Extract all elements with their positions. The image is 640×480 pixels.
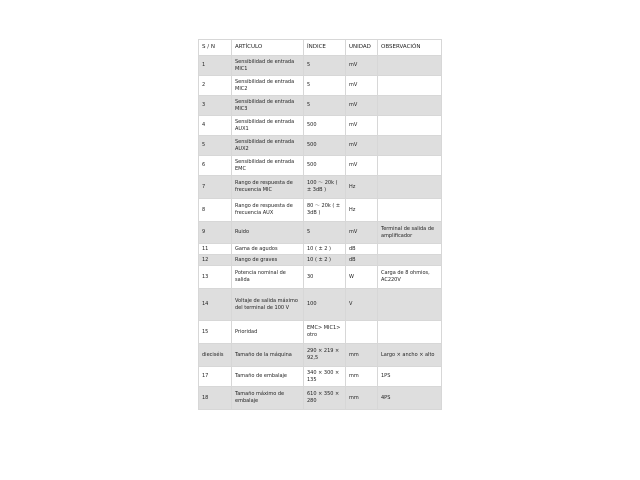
- cell-unidad: mm: [346, 387, 378, 410]
- cell-observacion: Terminal de salida de amplificador: [378, 222, 442, 244]
- spec-table: [198, 39, 442, 410]
- cell-indice: 80 ～ 20k ( ± 3dB ): [304, 199, 346, 222]
- header-articulo: ARTÍCULO: [232, 40, 304, 56]
- table-row: [199, 56, 442, 76]
- cell-indice: 610 × 350 × 280: [304, 387, 346, 410]
- cell-sn: 12: [199, 255, 232, 266]
- table-row: [199, 156, 442, 176]
- cell-sn: 17: [199, 367, 232, 387]
- table-row: [199, 136, 442, 156]
- cell-sn: 18: [199, 387, 232, 410]
- cell-indice: EMC> MIC1> otro: [304, 321, 346, 344]
- cell-unidad: mV: [346, 116, 378, 136]
- cell-articulo: Voltaje de salida máximo del terminal de 100 V: [232, 289, 304, 321]
- cell-indice: 500: [304, 156, 346, 176]
- table-row: [199, 321, 442, 344]
- cell-sn: 11: [199, 244, 232, 255]
- header-unidad: UNIDAD: [346, 40, 378, 56]
- table-row: [199, 255, 442, 266]
- cell-observacion: Largo × ancho × alto: [378, 344, 442, 367]
- cell-articulo: Rango de graves: [232, 255, 304, 266]
- cell-observacion: [378, 76, 442, 96]
- cell-unidad: dB: [346, 255, 378, 266]
- cell-observacion: [378, 156, 442, 176]
- cell-sn: 3: [199, 96, 232, 116]
- cell-articulo: Sensibilidad de entrada EMC: [232, 156, 304, 176]
- cell-unidad: mV: [346, 222, 378, 244]
- cell-unidad: mm: [346, 367, 378, 387]
- cell-observacion: [378, 321, 442, 344]
- cell-unidad: mV: [346, 96, 378, 116]
- cell-indice: 500: [304, 136, 346, 156]
- cell-sn: 9: [199, 222, 232, 244]
- cell-indice: 100 ～ 20k ( ± 3dB ): [304, 176, 346, 199]
- cell-observacion: [378, 116, 442, 136]
- table-row: [199, 96, 442, 116]
- cell-articulo: Potencia nominal de salida: [232, 266, 304, 289]
- header-indice: ÍNDICE: [304, 40, 346, 56]
- cell-observacion: Carga de 8 ohmios, AC220V: [378, 266, 442, 289]
- cell-indice: 10 ( ± 2 ): [304, 255, 346, 266]
- table-row: [199, 222, 442, 244]
- cell-indice: 340 × 300 × 135: [304, 367, 346, 387]
- cell-indice: 5: [304, 56, 346, 76]
- cell-observacion: 1PS: [378, 367, 442, 387]
- cell-observacion: [378, 136, 442, 156]
- cell-unidad: mV: [346, 136, 378, 156]
- table-row: [199, 367, 442, 387]
- table-row: [199, 244, 442, 255]
- cell-unidad: dB: [346, 244, 378, 255]
- cell-articulo: Sensibilidad de entrada MIC3: [232, 96, 304, 116]
- table-row: [199, 116, 442, 136]
- header-sn: S / N: [199, 40, 232, 56]
- cell-indice: 5: [304, 222, 346, 244]
- cell-indice: 10 ( ± 2 ): [304, 244, 346, 255]
- table-row: [199, 199, 442, 222]
- cell-unidad: mV: [346, 156, 378, 176]
- table-row: [199, 387, 442, 410]
- table-row: [199, 76, 442, 96]
- cell-sn: 6: [199, 156, 232, 176]
- cell-observacion: [378, 244, 442, 255]
- cell-articulo: Sensibilidad de entrada AUX1: [232, 116, 304, 136]
- cell-articulo: Tamaño máximo de embalaje: [232, 387, 304, 410]
- cell-observacion: [378, 289, 442, 321]
- cell-sn: 2: [199, 76, 232, 96]
- cell-sn: dieciséis: [199, 344, 232, 367]
- cell-sn: 7: [199, 176, 232, 199]
- table-body: [199, 56, 442, 410]
- cell-sn: 15: [199, 321, 232, 344]
- cell-articulo: Rango de respuesta de frecuencia MIC: [232, 176, 304, 199]
- cell-observacion: [378, 199, 442, 222]
- cell-observacion: [378, 255, 442, 266]
- cell-unidad: Hz: [346, 199, 378, 222]
- cell-articulo: Ruido: [232, 222, 304, 244]
- table-row: [199, 344, 442, 367]
- cell-articulo: Prioridad: [232, 321, 304, 344]
- cell-unidad: mV: [346, 56, 378, 76]
- cell-observacion: [378, 56, 442, 76]
- cell-unidad: [346, 321, 378, 344]
- cell-articulo: Tamaño de embalaje: [232, 367, 304, 387]
- table-row: [199, 266, 442, 289]
- cell-sn: 13: [199, 266, 232, 289]
- cell-unidad: mV: [346, 76, 378, 96]
- cell-indice: 100: [304, 289, 346, 321]
- cell-sn: 1: [199, 56, 232, 76]
- cell-indice: 30: [304, 266, 346, 289]
- table-row: [199, 176, 442, 199]
- cell-articulo: Gama de agudos: [232, 244, 304, 255]
- cell-articulo: Tamaño de la máquina: [232, 344, 304, 367]
- cell-indice: 290 × 219 × 92,5: [304, 344, 346, 367]
- table-row: [199, 289, 442, 321]
- cell-articulo: Sensibilidad de entrada MIC2: [232, 76, 304, 96]
- cell-unidad: mm: [346, 344, 378, 367]
- cell-indice: 5: [304, 76, 346, 96]
- cell-sn: 5: [199, 136, 232, 156]
- cell-articulo: Rango de respuesta de frecuencia AUX: [232, 199, 304, 222]
- cell-articulo: Sensibilidad de entrada AUX2: [232, 136, 304, 156]
- cell-unidad: W: [346, 266, 378, 289]
- cell-observacion: [378, 176, 442, 199]
- cell-observacion: 4PS: [378, 387, 442, 410]
- cell-sn: 8: [199, 199, 232, 222]
- cell-indice: 5: [304, 96, 346, 116]
- cell-unidad: V: [346, 289, 378, 321]
- cell-indice: 500: [304, 116, 346, 136]
- cell-articulo: Sensibilidad de entrada MIC1: [232, 56, 304, 76]
- cell-observacion: [378, 96, 442, 116]
- cell-sn: 14: [199, 289, 232, 321]
- header-observacion: OBSERVACIÓN: [378, 40, 442, 56]
- cell-sn: 4: [199, 116, 232, 136]
- table-header-row: [199, 40, 442, 56]
- cell-unidad: Hz: [346, 176, 378, 199]
